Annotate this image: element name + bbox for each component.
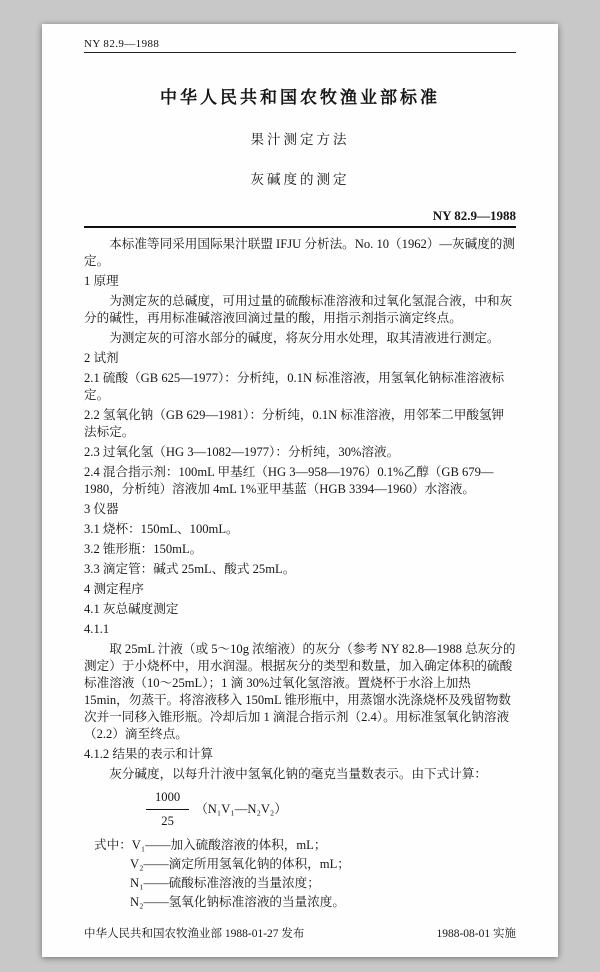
title-rule <box>84 226 516 228</box>
doc-subtitle-topic: 灰碱度的测定 <box>250 172 350 187</box>
heading-4-1-1: 4.1.1 <box>84 622 110 636</box>
formula-expression: （N₁V₁—N₂V₂） <box>195 802 287 816</box>
para-principle-2: 为测定灰的可溶水部分的碱度，将灰分用水处理，取其清液进行测定。 <box>109 331 500 345</box>
page-footer <box>84 913 516 941</box>
formula-numerator: 1000 <box>146 789 189 810</box>
clause-mixed-indicator: 2.4 混合指示剂：100mL 甲基红（HG 3—958—1976）0.1%乙醇（GB 679—1980，分析纯）溶液加 4mL 1%亚甲基蓝（HGB 3394—1960）水溶液。 <box>84 465 494 496</box>
heading-principle: 1 原理 <box>84 274 119 288</box>
heading-apparatus: 3 仪器 <box>84 502 119 516</box>
header-rule <box>84 52 516 53</box>
standard-title: 中华人民共和国农牧渔业部标准 <box>160 88 440 107</box>
clause-sodium-hydroxide: 2.2 氢氧化钠（GB 629—1981）：分析纯，0.1N 标准溶液，用邻苯二甲酸氢钾法标定。 <box>84 408 505 439</box>
clause-sulfuric-acid: 2.1 硫酸（GB 625—1977）：分析纯，0.1N 标准溶液，用氢氧化钠标准溶液标定。 <box>84 371 505 402</box>
document-page <box>42 24 558 957</box>
definition-v2: V₂——滴定所用氢氧化钠的体积，mL； <box>130 857 350 871</box>
heading-procedure: 4 测定程序 <box>84 582 144 596</box>
heading-results: 4.1.2 结果的表示和计算 <box>84 747 214 761</box>
doc-subtitle-method: 果汁测定方法 <box>250 132 350 147</box>
heading-reagents: 2 试剂 <box>84 351 119 365</box>
formula-fraction <box>146 789 189 830</box>
intro-paragraph: 本标准等同采用国际果汁联盟 IFJU 分析法。No. 10（1962）—灰碱度的测定。 <box>84 237 515 268</box>
clause-hydrogen-peroxide: 2.3 过氧化氢（HG 3—1082—1977）：分析纯，30%溶液。 <box>84 445 400 459</box>
doc-code-right: NY 82.9—1988 <box>432 208 516 223</box>
definition-n2: N₂——氢氧化钠标准溶液的当量浓度。 <box>130 895 345 909</box>
clause-beaker: 3.1 烧杯：150mL、100mL。 <box>84 522 239 536</box>
definition-v1: 式中：V₁——加入硫酸溶液的体积，mL； <box>94 838 327 852</box>
document-body <box>84 236 516 913</box>
footer-issued: 中华人民共和国农牧渔业部 1988-01-27 发布 <box>84 928 305 940</box>
doc-code-top: NY 82.9—1988 <box>84 38 160 50</box>
para-procedure: 取 25mL 汁液（或 5～10g 浓缩液）的灰分（参考 NY 82.8—1988 总灰分的测定）于小烧杯中，用水润湿。根据灰分的类型和数量，加入确定体积的硫酸标准溶液（10～25mL）；1 滴 30%过氧化氢溶液。置烧杯于水浴上加热 15min，勿蒸干。将溶液移入 150mL 锥形瓶中，用蒸馏水洗涤烧杯及残留物数次并一同移入锥形瓶。冷却后加 1 滴混合指示剂（2.4）。用标准氢氧化钠溶液（2.2）滴至终点。 <box>84 642 516 741</box>
clause-conical-flask: 3.2 锥形瓶：150mL。 <box>84 542 203 556</box>
definition-n1: N₁——硫酸标准溶液的当量浓度； <box>130 876 320 890</box>
symbol-definitions <box>84 837 516 911</box>
formula <box>146 789 516 830</box>
para-principle-1: 为测定灰的总碱度，可用过量的硫酸标准溶液和过氧化氢混合液，中和灰分的碱性，再用标准碱溶液回滴过量的酸，用指示剂指示滴定终点。 <box>84 294 513 325</box>
footer-implemented: 1988-08-01 实施 <box>436 928 516 940</box>
formula-denominator: 25 <box>161 814 174 828</box>
clause-burette: 3.3 滴定管：碱式 25mL、酸式 25mL。 <box>84 562 296 576</box>
heading-total-alkalinity: 4.1 灰总碱度测定 <box>84 602 179 616</box>
para-results: 灰分碱度，以每升汁液中氢氧化钠的毫克当量数表示。由下式计算： <box>109 767 487 781</box>
